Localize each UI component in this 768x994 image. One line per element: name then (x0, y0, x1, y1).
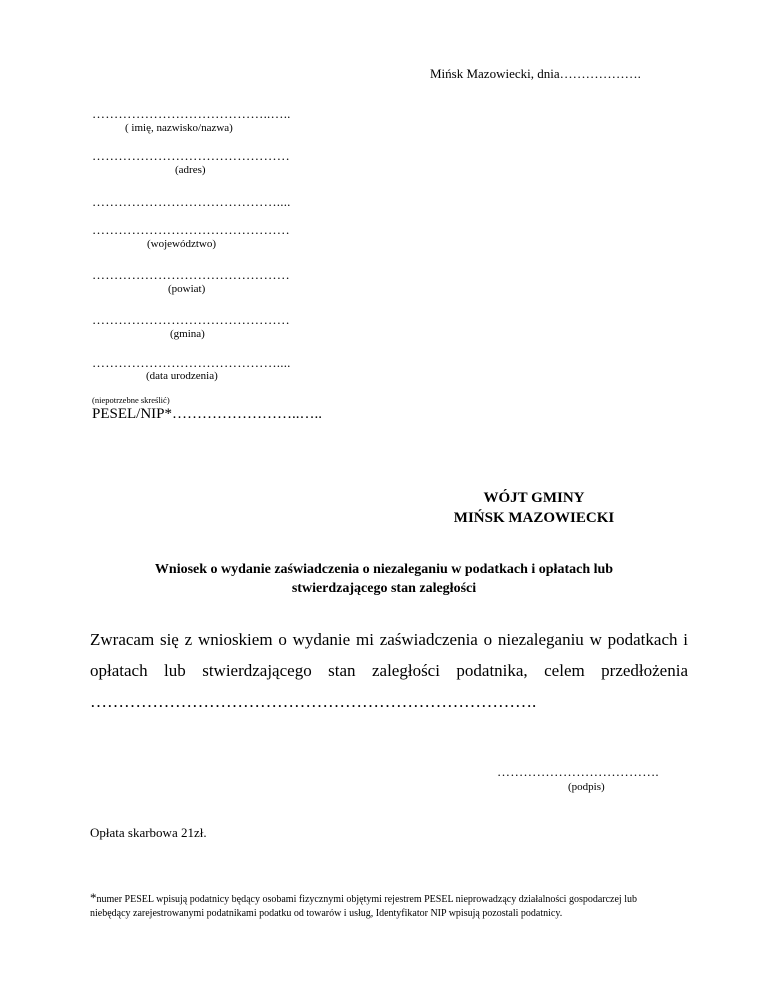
district-field-line: ……………………………………… (92, 267, 290, 282)
address-field-caption: (adres) (175, 164, 206, 176)
name-field-caption: ( imię, nazwisko/nazwa) (125, 122, 233, 134)
footnote (90, 891, 675, 921)
address-extra-line: …………………………………….... (92, 194, 291, 209)
pesel-note: (niepotrzebne skreślić) (92, 395, 170, 405)
signature-line: ………………………………. (497, 764, 659, 779)
address-field-line: ……………………………………… (92, 148, 290, 163)
title-line2: stwierdzającego stan zaległości (291, 581, 477, 596)
footnote-text: numer PESEL wpisują podatnicy będący osobami fizycznymi objętymi rejestrem PESEL nieprowadzący działalności gospodarczej lub niebędący zarejestrowanymi podatnikami podatku od towarów i usług, Identyfikator NIP wpisują pozostali podatnicy. (90, 894, 637, 919)
addressee-block (420, 488, 648, 528)
request-body: Zwracam się z wnioskiem o wydanie mi zaświadczenia o niezaleganiu w podatkach i opłatach lub stwierdzającego stan zaległości podatnika, celem przedłożenia ……………………………………………………………………. (90, 630, 688, 711)
commune-field-caption: (gmina) (170, 328, 205, 340)
place-date-line: Mińsk Mazowiecki, dnia………………. (430, 66, 641, 81)
commune-field-line: ……………………………………… (92, 312, 290, 327)
signature-caption: (podpis) (568, 781, 605, 793)
voivodeship-field-line: ……………………………………… (92, 222, 290, 237)
district-field-caption: (powiat) (168, 283, 206, 295)
pesel-nip-line: PESEL/NIP*……………………..….. (92, 406, 323, 422)
voivodeship-field-caption: (województwo) (147, 238, 217, 250)
title-line1: Wniosek o wydanie zaświadczenia o niezaleganiu w podatkach i opłatach lub (154, 562, 614, 577)
document-title (0, 560, 768, 598)
birthdate-field-caption: (data urodzenia) (146, 370, 218, 382)
addressee-line1: WÓJT GMINY (483, 490, 585, 506)
footnote-marker: * (90, 890, 97, 905)
stamp-fee: Opłata skarbowa 21zł. (90, 825, 207, 840)
birthdate-field-line: …………………………………….... (92, 355, 291, 370)
name-field-line: …………………………………..….. (92, 106, 291, 121)
addressee-line2: MIŃSK MAZOWIECKI (453, 510, 615, 526)
